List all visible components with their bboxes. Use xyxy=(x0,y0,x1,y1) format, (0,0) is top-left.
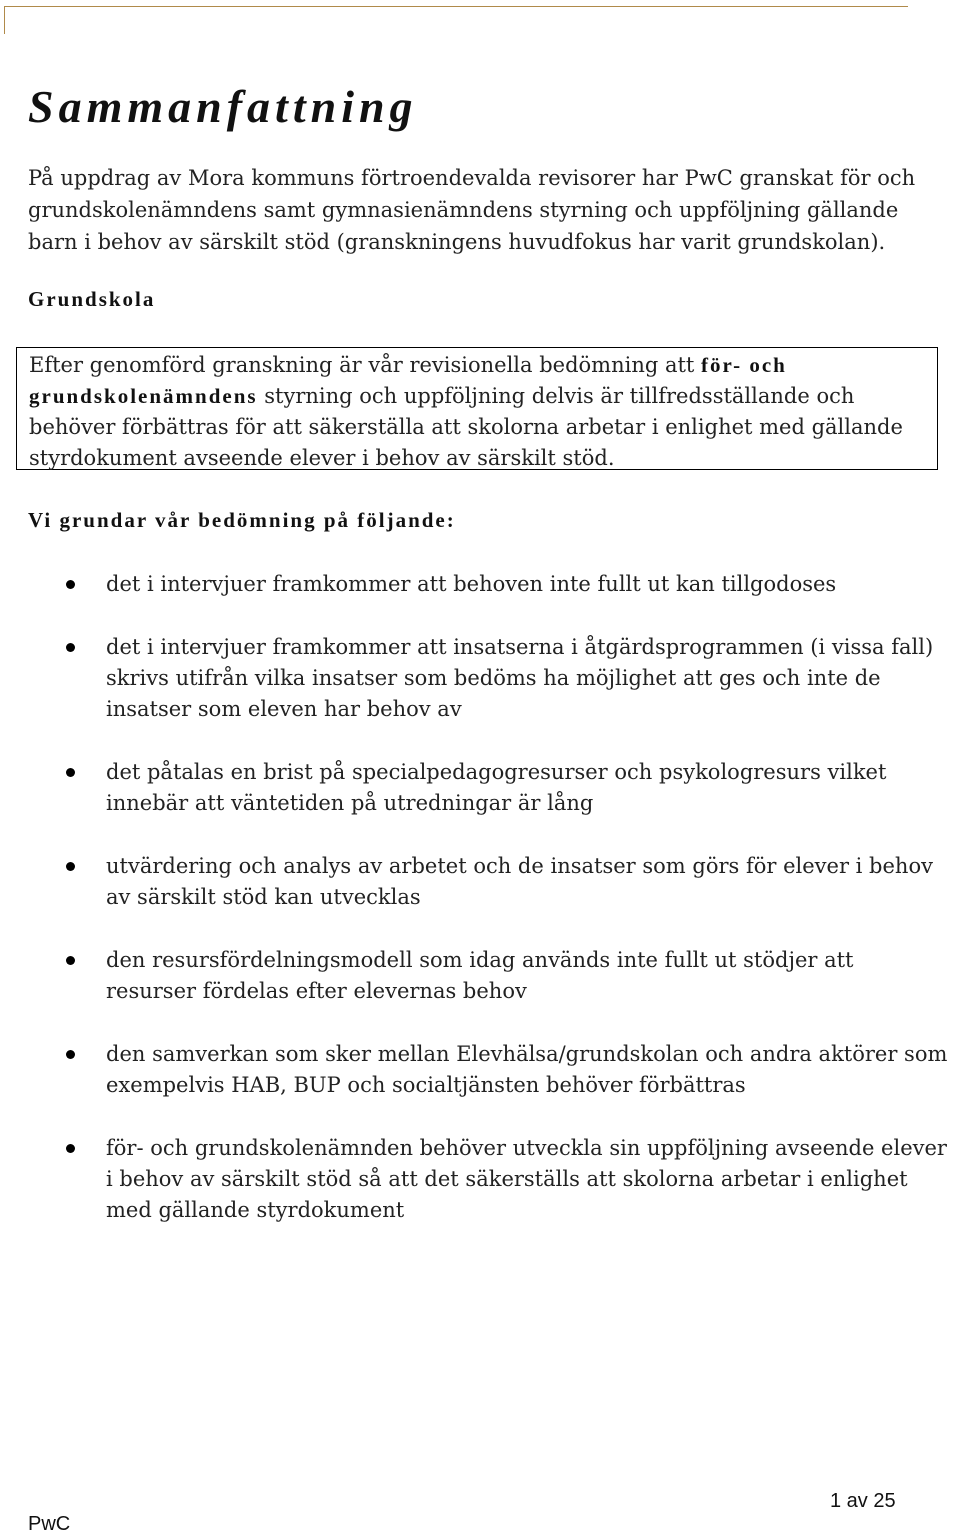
page-number: 1 av 25 xyxy=(830,1490,896,1512)
page-frame-top-line xyxy=(4,6,908,7)
intro-paragraph: På uppdrag av Mora kommuns förtroendevalda revisorer har PwC granskat för och grundskolenämndens samt gymnasienämndens styrning och uppföljning gällande barn i behov av särskilt stöd (granskningens huvudfokus har varit grundskolan). xyxy=(28,166,916,254)
bullet-icon xyxy=(66,580,75,589)
list-item xyxy=(0,1039,960,1101)
finding-text: för- och grundskolenämnden behöver utveckla sin uppföljning avseende elever i behov av särskilt stöd så att det säkerställs att skolorna arbetar i enlighet med gällande styrdokument xyxy=(106,1136,947,1222)
assessment-box xyxy=(16,347,938,470)
list-item xyxy=(0,569,960,600)
assessment-text-after: styrning och uppföljning delvis är tillfredsställande och behöver förbättras för att säkerställa att skolorna arbetar i enlighet med gällande styrdokument avseende elever i behov av särskilt stöd. xyxy=(29,384,903,470)
footer-brand: PwC xyxy=(28,1513,71,1535)
finding-text: den samverkan som sker mellan Elevhälsa/grundskolan och andra aktörer som exempelvis HAB, BUP och socialtjänsten behöver förbättras xyxy=(106,1042,948,1097)
list-item xyxy=(0,851,960,913)
findings-list xyxy=(0,569,960,1258)
list-item xyxy=(0,632,960,725)
list-item xyxy=(0,1133,960,1226)
bullet-icon xyxy=(66,643,75,652)
finding-text: utvärdering och analys av arbetet och de insatser som görs för elever i behov av särskilt stöd kan utvecklas xyxy=(106,854,933,909)
assessment-text xyxy=(29,350,929,474)
basis-heading: Vi grundar vår bedömning på följande: xyxy=(28,508,456,532)
list-item xyxy=(0,945,960,1007)
page-frame-left-line xyxy=(4,6,5,34)
assessment-text-before: Efter genomförd granskning är vår revisionella bedömning att xyxy=(29,353,702,377)
bullet-icon xyxy=(66,768,75,777)
finding-text: det i intervjuer framkommer att behoven inte fullt ut kan tillgodoses xyxy=(106,572,837,596)
page-title: Sammanfattning xyxy=(28,81,418,132)
bullet-icon xyxy=(66,1144,75,1153)
list-item xyxy=(0,757,960,819)
finding-text: det i intervjuer framkommer att insatserna i åtgärdsprogrammen (i vissa fall) skrivs utifrån vilka insatser som bedöms ha möjlighet att ges och inte de insatser som eleven har behov av xyxy=(106,635,934,721)
bullet-icon xyxy=(66,862,75,871)
section-heading-grundskola: Grundskola xyxy=(28,287,156,311)
bullet-icon xyxy=(66,1050,75,1059)
bullet-icon xyxy=(66,956,75,965)
finding-text: det påtalas en brist på specialpedagogresurser och psykologresurs vilket innebär att väntetiden på utredningar är lång xyxy=(106,760,887,815)
finding-text: den resursfördelningsmodell som idag används inte fullt ut stödjer att resurser fördelas efter elevernas behov xyxy=(106,948,854,1003)
assessment-emphasis: för- och grundskolenämndens xyxy=(29,353,787,408)
